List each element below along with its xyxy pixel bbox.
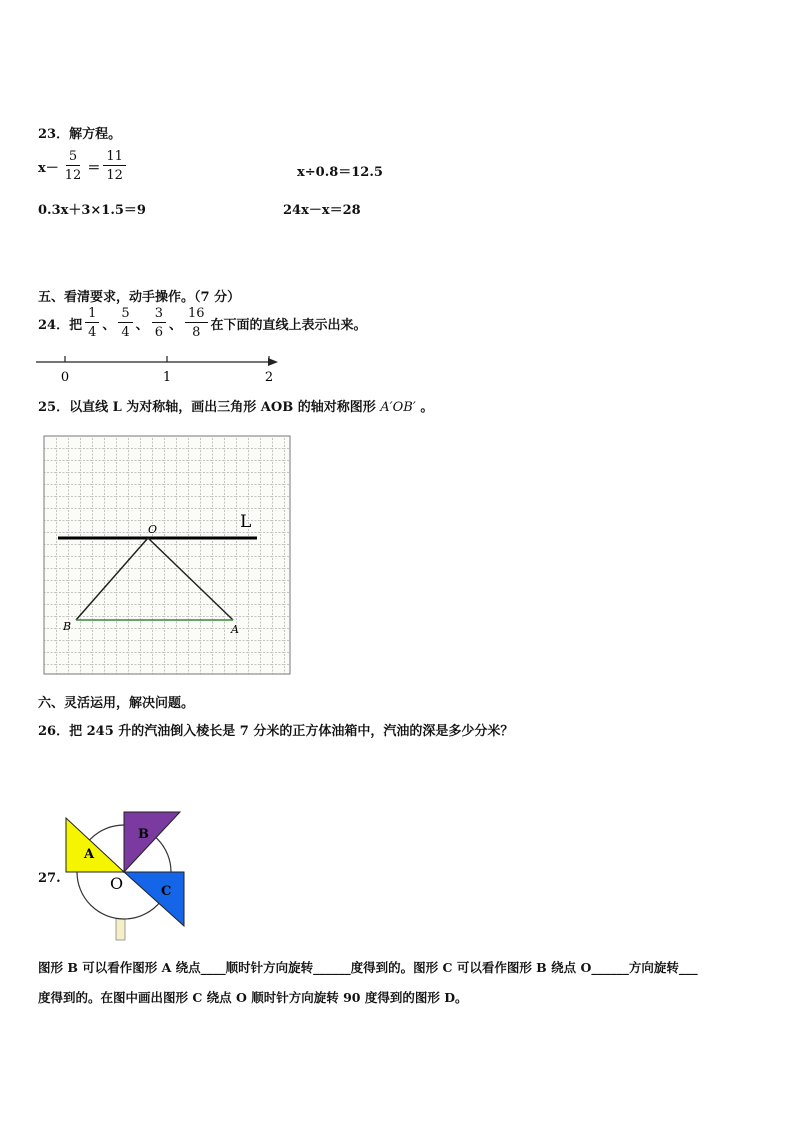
eq1-prefix: x－ <box>38 160 59 176</box>
eq1-equals: ＝ <box>87 160 101 176</box>
section6-heading: 六、灵活运用，解决问题。 <box>38 696 195 711</box>
q24-fraction-4 <box>185 307 208 339</box>
q23-heading: 23．解方程。 <box>38 127 122 142</box>
q24-fraction-1 <box>85 307 99 339</box>
q23-equation-4: 24x－x＝28 <box>283 203 361 218</box>
q24-frac-1-den: 4 <box>88 325 97 340</box>
q24-fraction-2 <box>118 307 132 339</box>
q24-fraction-3 <box>152 307 166 339</box>
tick-label-0: 0 <box>60 370 70 385</box>
eq1-frac-den: 12 <box>64 168 82 183</box>
tick-label-2: 2 <box>264 370 274 385</box>
q24-frac-1-num: 1 <box>85 307 99 323</box>
q24-frac-4-den: 8 <box>192 325 201 340</box>
q27-line-2: 度得到的。在图中画出图形 C 绕点 O 顺时针方向旋转 90 度得到的图形 D。 <box>38 990 468 1005</box>
q23-equation-3: 0.3x＋3×1.5＝9 <box>38 203 146 218</box>
q27-number: 27. <box>38 871 61 886</box>
label-O: O <box>148 523 158 536</box>
center-label-O: O <box>110 874 124 893</box>
label-A: A <box>231 623 239 636</box>
eq1-rhs-fraction <box>103 150 126 182</box>
pinwheel-figure <box>62 808 192 942</box>
tick-label-1: 1 <box>162 370 172 385</box>
q24-separator: 、 <box>135 317 149 333</box>
label-B: B <box>63 620 72 633</box>
shape-label-B: B <box>138 827 149 842</box>
grid-figure <box>40 432 294 678</box>
pinwheel-stick <box>116 918 125 940</box>
q24-separator: 、 <box>102 317 116 333</box>
q24-frac-4-num: 16 <box>185 307 208 323</box>
eq1-fraction <box>62 150 85 182</box>
q25-statement: 25．以直线 L 为对称轴，画出三角形 AOB 的轴对称图形 <box>38 400 376 415</box>
grid <box>44 436 290 674</box>
q24-frac-3-num: 3 <box>152 307 166 323</box>
q23-equation-1 <box>38 150 129 182</box>
q26-text: 26．把 245 升的汽油倒入棱长是 7 分米的正方体油箱中，汽油的深是多少分米？ <box>38 724 514 739</box>
q24-frac-2-den: 4 <box>121 325 130 340</box>
q25-end: 。 <box>420 400 434 415</box>
eq1-rhs-num: 11 <box>103 150 126 166</box>
q24-prefix: 24．把 <box>38 317 83 333</box>
q24-frac-2-num: 5 <box>118 307 132 323</box>
eq1-rhs-den: 12 <box>106 168 123 183</box>
shape-label-C: C <box>161 884 172 899</box>
number-line <box>30 352 290 388</box>
q24-text <box>38 307 367 339</box>
q25-symbol: A′OB′ <box>380 400 416 415</box>
shape-label-A: A <box>84 847 95 862</box>
eq1-frac-num: 5 <box>66 150 80 166</box>
q24-frac-3-den: 6 <box>154 325 163 340</box>
q24-suffix: 在下面的直线上表示出来。 <box>210 317 367 333</box>
q23-equation-2: x÷0.8＝12.5 <box>297 165 383 180</box>
q24-separator: 、 <box>168 317 182 333</box>
section5-heading: 五、看清要求，动手操作。（7 分） <box>38 290 241 305</box>
label-L: L <box>240 512 252 532</box>
q27-line-1: 图形 B 可以看作图形 A 绕点____顺时针方向旋转______度得到的。图形 C 可以看作图形 B 绕点 O______方向旋转___ <box>38 960 698 975</box>
q25-text <box>38 396 433 415</box>
